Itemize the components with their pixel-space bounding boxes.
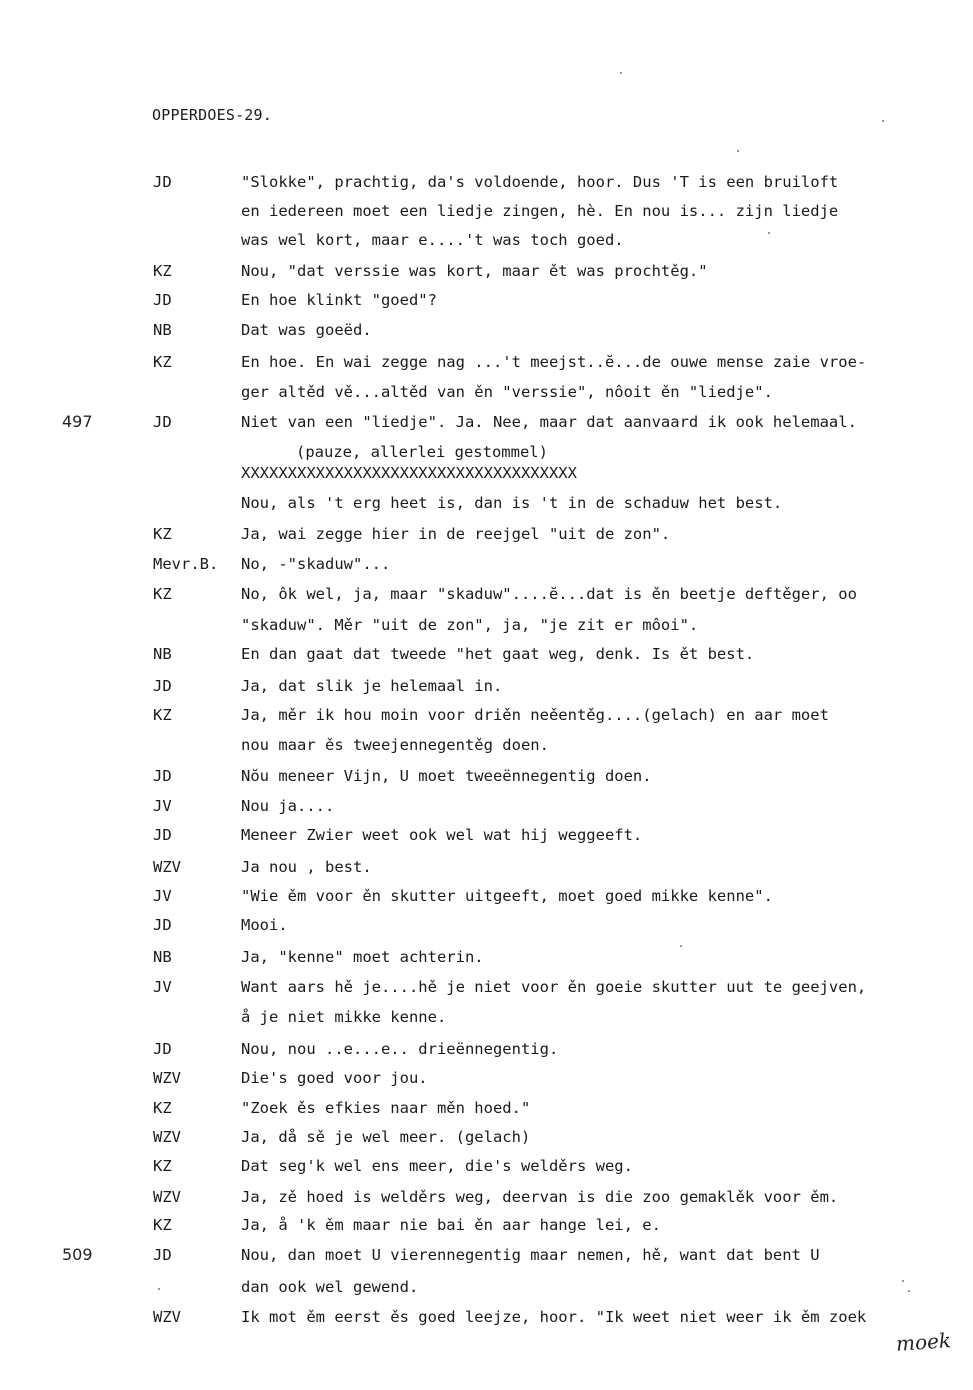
utterance-text: Ja, dat slik je helemaal in. bbox=[241, 677, 503, 695]
transcript-line bbox=[0, 583, 973, 605]
speaker-label: WZV bbox=[153, 858, 181, 876]
transcript-line bbox=[0, 614, 973, 636]
transcript-line bbox=[0, 1126, 973, 1148]
utterance-text: Ja, å 'k ěm maar nie bai ěn aar hange lei, e. bbox=[241, 1216, 661, 1234]
transcript-line bbox=[0, 643, 973, 665]
speaker-label: JV bbox=[153, 978, 172, 996]
speaker-label: JV bbox=[153, 797, 172, 815]
scan-speck bbox=[737, 150, 739, 152]
transcript-line bbox=[0, 856, 973, 878]
transcript-line bbox=[0, 441, 973, 463]
utterance-text: "Zoek ěs efkies naar měn hoed." bbox=[241, 1099, 531, 1117]
transcript-line bbox=[0, 1006, 973, 1028]
speaker-label: JD bbox=[153, 677, 172, 695]
speaker-label: WZV bbox=[153, 1128, 181, 1146]
scan-speck bbox=[768, 232, 770, 234]
transcript-line bbox=[0, 260, 973, 282]
scan-speck bbox=[158, 1288, 160, 1290]
scan-speck bbox=[620, 72, 622, 74]
line-number: 509 bbox=[62, 1245, 93, 1264]
utterance-text: Ja, då sě je wel meer. (gelach) bbox=[241, 1128, 531, 1146]
scan-speck bbox=[902, 1280, 904, 1282]
transcript-line bbox=[0, 1067, 973, 1089]
utterance-text: Nou ja.... bbox=[241, 797, 335, 815]
transcript-line bbox=[0, 289, 973, 311]
transcript-line bbox=[0, 411, 973, 433]
speaker-label: WZV bbox=[153, 1308, 181, 1326]
transcript-line bbox=[0, 976, 973, 998]
utterance-text: Ja, zě hoed is welděrs weg, deervan is die zoo gemaklěk voor ěm. bbox=[241, 1188, 839, 1206]
speaker-label: JD bbox=[153, 826, 172, 844]
utterance-text: Nou, dan moet U vierennegentig maar nemen, hě, want dat bent U bbox=[241, 1246, 820, 1264]
utterance-text: Mooi. bbox=[241, 916, 288, 934]
transcript-line bbox=[0, 1038, 973, 1060]
transcript-line bbox=[0, 914, 973, 936]
utterance-text: "Wie ěm voor ěn skutter uitgeeft, moet goed mikke kenne". bbox=[241, 887, 773, 905]
utterance-text: nou maar ěs tweejennegentěg doen. bbox=[241, 736, 549, 754]
scan-speck bbox=[680, 945, 682, 947]
utterance-text: Die's goed voor jou. bbox=[241, 1069, 428, 1087]
transcript-line bbox=[0, 523, 973, 545]
speaker-label: NB bbox=[153, 321, 172, 339]
utterance-text: Dat was goeëd. bbox=[241, 321, 372, 339]
transcript-line bbox=[0, 319, 973, 341]
speaker-label: KZ bbox=[153, 525, 172, 543]
transcript-line bbox=[0, 1214, 973, 1236]
transcript-line bbox=[0, 1244, 973, 1266]
utterance-text: Niet van een "liedje". Ja. Nee, maar dat aanvaard ik ook helemaal. bbox=[241, 413, 857, 431]
speaker-label: KZ bbox=[153, 585, 172, 603]
utterance-text: å je niet mikke kenne. bbox=[241, 1008, 447, 1026]
transcript-line bbox=[0, 734, 973, 756]
speaker-label: WZV bbox=[153, 1069, 181, 1087]
transcript-line bbox=[0, 492, 973, 514]
utterance-text: No, -"skaduw"... bbox=[241, 555, 391, 573]
utterance-text: "skaduw". Měr "uit de zon", ja, "je zit er môoi". bbox=[241, 616, 699, 634]
speaker-label: KZ bbox=[153, 262, 172, 280]
speaker-label: KZ bbox=[153, 1216, 172, 1234]
speaker-label: JD bbox=[153, 413, 172, 431]
transcript-line bbox=[0, 171, 973, 193]
transcript-line bbox=[0, 1155, 973, 1177]
speaker-label: JD bbox=[153, 173, 172, 191]
utterance-text: Ja nou , best. bbox=[241, 858, 372, 876]
transcript-line bbox=[0, 462, 973, 484]
utterance-text: "Slokke", prachtig, da's voldoende, hoor. Dus 'T is een bruiloft bbox=[241, 173, 839, 191]
transcript-line bbox=[0, 351, 973, 373]
utterance-text: ger altěd vě...altěd van ěn "verssie", nôoit ěn "liedje". bbox=[241, 383, 773, 401]
speaker-label: KZ bbox=[153, 706, 172, 724]
utterance-text: Ja, měr ik hou moin voor driěn neěentěg....(gelach) en aar moet bbox=[241, 706, 829, 724]
transcript-line bbox=[0, 765, 973, 787]
utterance-text: Nou, nou ..e...e.. drieënnegentig. bbox=[241, 1040, 559, 1058]
transcript-line bbox=[0, 824, 973, 846]
transcript-line bbox=[0, 885, 973, 907]
utterance-text: XXXXXXXXXXXXXXXXXXXXXXXXXXXXXXXXXXXX bbox=[241, 464, 577, 482]
speaker-label: JD bbox=[153, 1246, 172, 1264]
transcript-line bbox=[0, 381, 973, 403]
utterance-text: en iedereen moet een liedje zingen, hè. En nou is... zijn liedje bbox=[241, 202, 839, 220]
utterance-text: (pauze, allerlei gestommel) bbox=[296, 443, 548, 461]
speaker-label: JD bbox=[153, 291, 172, 309]
speaker-label: NB bbox=[153, 948, 172, 966]
utterance-text: Ik mot ěm eerst ěs goed leejze, hoor. "Ik weet niet weer ik ěm zoek bbox=[241, 1308, 867, 1326]
speaker-label: WZV bbox=[153, 1188, 181, 1206]
utterance-text: Dat seg'k wel ens meer, die's welděrs weg. bbox=[241, 1157, 633, 1175]
utterance-text: Ja, "kenne" moet achterin. bbox=[241, 948, 484, 966]
speaker-label: JV bbox=[153, 887, 172, 905]
line-number: 497 bbox=[62, 412, 93, 431]
transcript-line bbox=[0, 1186, 973, 1208]
utterance-text: Meneer Zwier weet ook wel wat hij weggeeft. bbox=[241, 826, 643, 844]
transcript-line bbox=[0, 795, 973, 817]
speaker-label: KZ bbox=[153, 1099, 172, 1117]
transcript-line bbox=[0, 1276, 973, 1298]
speaker-label: KZ bbox=[153, 1157, 172, 1175]
utterance-text: Nou, als 't erg heet is, dan is 't in de schaduw het best. bbox=[241, 494, 783, 512]
utterance-text: Want aars hě je....hě je niet voor ěn goeie skutter uut te geejven, bbox=[241, 978, 867, 996]
scan-speck bbox=[882, 120, 884, 122]
transcript-line bbox=[0, 229, 973, 251]
utterance-text: En hoe klinkt "goed"? bbox=[241, 291, 437, 309]
transcript-line bbox=[0, 553, 973, 575]
utterance-text: En hoe. En wai zegge nag ...'t meejst..ĕ...de ouwe mense zaie vroe- bbox=[241, 353, 867, 371]
transcript-line bbox=[0, 1306, 973, 1328]
page-header: OPPERDOES-29. bbox=[152, 106, 272, 124]
transcript-line bbox=[0, 946, 973, 968]
utterance-text: was wel kort, maar e....'t was toch goed. bbox=[241, 231, 624, 249]
speaker-label: NB bbox=[153, 645, 172, 663]
speaker-label: Mevr.B. bbox=[153, 555, 219, 573]
scan-speck bbox=[908, 1290, 910, 1292]
utterance-text: Nou, "dat verssie was kort, maar ět was prochtěg." bbox=[241, 262, 708, 280]
utterance-text: No, ôk wel, ja, maar "skaduw"....ĕ...dat is ěn beetje deftěger, oo bbox=[241, 585, 857, 603]
speaker-label: JD bbox=[153, 916, 172, 934]
utterance-text: dan ook wel gewend. bbox=[241, 1278, 419, 1296]
transcript-line bbox=[0, 704, 973, 726]
handwritten-annotation: moek bbox=[895, 1328, 952, 1356]
transcript-line bbox=[0, 200, 973, 222]
utterance-text: En dan gaat dat tweede "het gaat weg, denk. Is ět best. bbox=[241, 645, 755, 663]
transcript-line bbox=[0, 675, 973, 697]
transcript-line bbox=[0, 1097, 973, 1119]
speaker-label: JD bbox=[153, 1040, 172, 1058]
utterance-text: Nŏu meneer Vijn, U moet tweeënnegentig doen. bbox=[241, 767, 652, 785]
speaker-label: JD bbox=[153, 767, 172, 785]
utterance-text: Ja, wai zegge hier in de reejgel "uit de zon". bbox=[241, 525, 671, 543]
speaker-label: KZ bbox=[153, 353, 172, 371]
